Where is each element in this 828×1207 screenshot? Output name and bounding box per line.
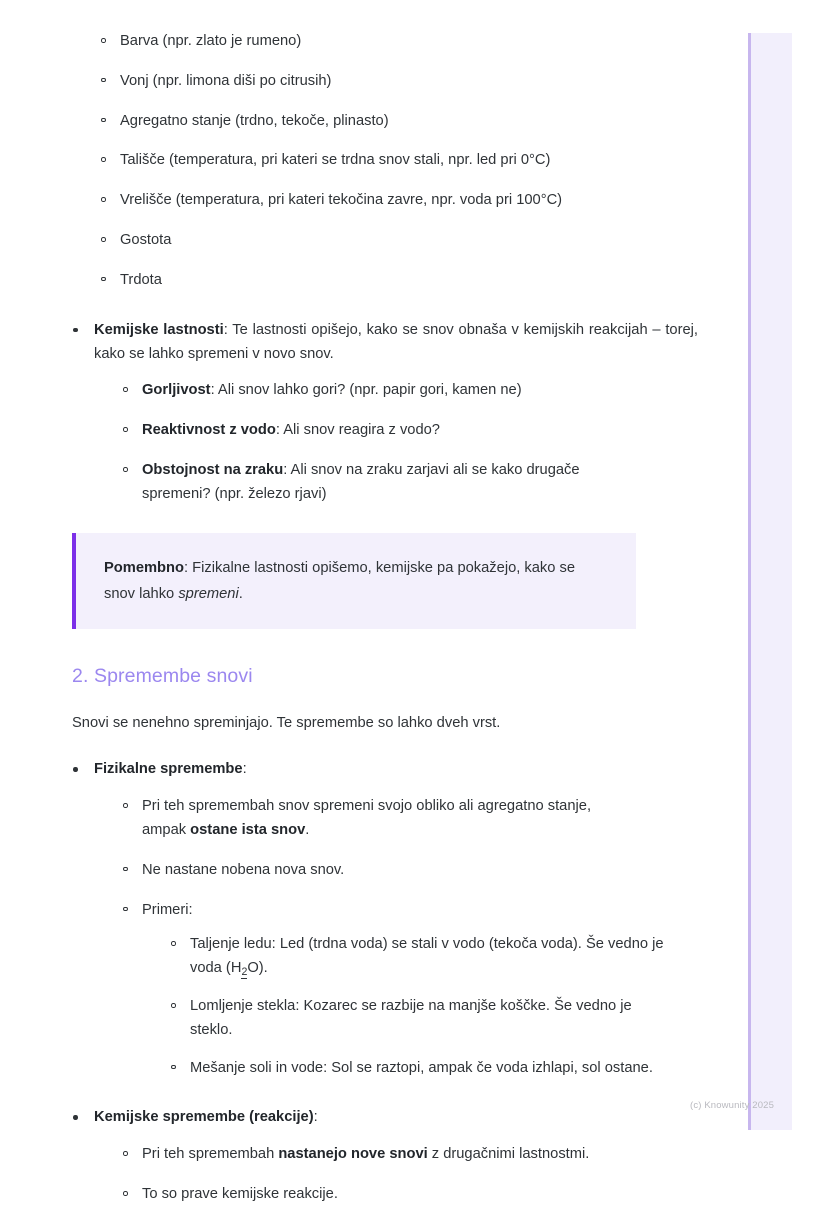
list-item [170, 995, 700, 1043]
important-callout [72, 533, 636, 630]
physical-changes-term: Fizikalne spremembe [94, 761, 243, 778]
list-item-text: Ali snov lahko gori? (npr. papir gori, kamen ne) [217, 382, 522, 399]
list-item [100, 110, 700, 134]
list-item-bold: nastanejo nove snovi [278, 1146, 428, 1163]
physical-changes-group [72, 758, 700, 1080]
separator: : [275, 422, 284, 439]
list-item-text: Tališče (temperatura, pri kateri se trdna snov stali, npr. led pri 0°C) [120, 152, 551, 169]
chemical-changes-item [72, 1106, 700, 1206]
list-item [170, 933, 700, 981]
list-item-text-before: Pri teh spremembah snov spremeni svojo obliko ali agregatno stanje, ampak [142, 798, 592, 838]
list-item-term: Obstojnost na zraku [142, 461, 284, 478]
callout-text-after: . [238, 586, 243, 603]
list-item [100, 30, 700, 54]
list-item-text-before: Pri teh spremembah [142, 1146, 279, 1163]
list-item [122, 1143, 700, 1167]
separator: : [223, 321, 233, 338]
list-item [122, 859, 700, 883]
callout-text-before: Fizikalne lastnosti opišemo, kemijske pa pokažejo, kako se snov lahko [104, 559, 576, 603]
list-item-text: Gostota [120, 232, 172, 249]
chemical-properties-paragraph [94, 319, 700, 367]
callout-paragraph [104, 555, 610, 608]
list-item-text-after: . [305, 821, 310, 838]
chemical-changes-term: Kemijske spremembe (reakcije) [94, 1109, 314, 1126]
list-item [122, 459, 700, 507]
right-decorative-panel [748, 33, 792, 1130]
separator: : [313, 1109, 318, 1126]
list-item [100, 229, 700, 253]
list-item-text: Agregatno stanje (trdno, tekoče, plinasto) [120, 112, 389, 129]
list-item-text: Ali snov reagira z vodo? [283, 422, 440, 439]
list-item-term: Gorljivost [142, 382, 211, 399]
list-item-text: Vrelišče (temperatura, pri kateri tekočina zavre, npr. voda pri 100°C) [120, 192, 563, 209]
list-item [100, 149, 700, 173]
list-item-text: Trdota [120, 271, 162, 288]
physical-changes-item [72, 758, 700, 1080]
list-item [170, 1057, 700, 1081]
list-item [122, 379, 700, 403]
callout-italic-word: spremeni [178, 586, 239, 603]
list-item-text: Ali snov na zraku zarjavi ali se kako drugače spremeni? (npr. železo rjavi) [142, 461, 580, 502]
list-item-text: Ne nastane nobena nova snov. [142, 861, 345, 878]
chemical-properties-item [72, 319, 700, 507]
list-item [122, 795, 700, 843]
list-item-text-before: Taljenje ledu: Led (trdna voda) se stali v vodo (tekoča voda). Še vedno je voda (H [190, 936, 664, 977]
examples-label: Primeri: [142, 901, 193, 918]
list-item-text: Lomljenje stekla: Kozarec se razbije na manjše koščke. Še vedno je steklo. [190, 997, 632, 1038]
chemical-properties-group [72, 319, 700, 507]
separator: : [242, 761, 247, 778]
separator: : [183, 559, 193, 576]
list-item-text: Barva (npr. zlato je rumeno) [120, 33, 302, 49]
list-item [122, 1183, 700, 1207]
separator: : [283, 461, 291, 478]
chemical-subscript: 2 [241, 965, 248, 978]
examples-list [170, 933, 700, 1080]
chemical-properties-sublist [122, 379, 700, 506]
physical-properties-list [100, 30, 700, 293]
list-item-text-after: O). [247, 960, 268, 977]
list-item-text: Vonj (npr. limona diši po citrusih) [120, 72, 332, 89]
section-2-lead: Snovi se nenehno spreminjajo. Te spremembe so lahko dveh vrst. [72, 715, 501, 732]
section-heading-2: 2. Spremembe snovi [72, 665, 253, 688]
chemical-properties-description: Te lastnosti opišejo, kako se snov obnaša v kemijskih reakcijah – torej, kako se lahko spremeni v novo snov. [94, 321, 698, 362]
list-item-text-after: z drugačnimi lastnostmi. [427, 1146, 590, 1163]
chemical-properties-term: Kemijske lastnosti [94, 321, 224, 338]
list-item-term: Reaktivnost z vodo [142, 422, 276, 439]
footer-credit: (c) Knowunity 2025 [690, 1100, 775, 1111]
list-item-bold: ostane ista snov [190, 821, 306, 838]
callout-term: Pomembno [104, 559, 184, 576]
chemical-changes-sublist [122, 1143, 700, 1207]
list-item [100, 189, 700, 213]
examples-item [122, 899, 700, 1081]
physical-changes-sublist [122, 795, 700, 1080]
list-item [100, 70, 700, 94]
list-item-text: To so prave kemijske reakcije. [142, 1186, 338, 1203]
separator: : [210, 382, 218, 399]
list-item-text: Mešanje soli in vode: Sol se raztopi, ampak če voda izhlapi, sol ostane. [190, 1059, 653, 1076]
chemical-changes-group [72, 1106, 700, 1206]
list-item [100, 269, 700, 293]
list-item [122, 419, 700, 443]
